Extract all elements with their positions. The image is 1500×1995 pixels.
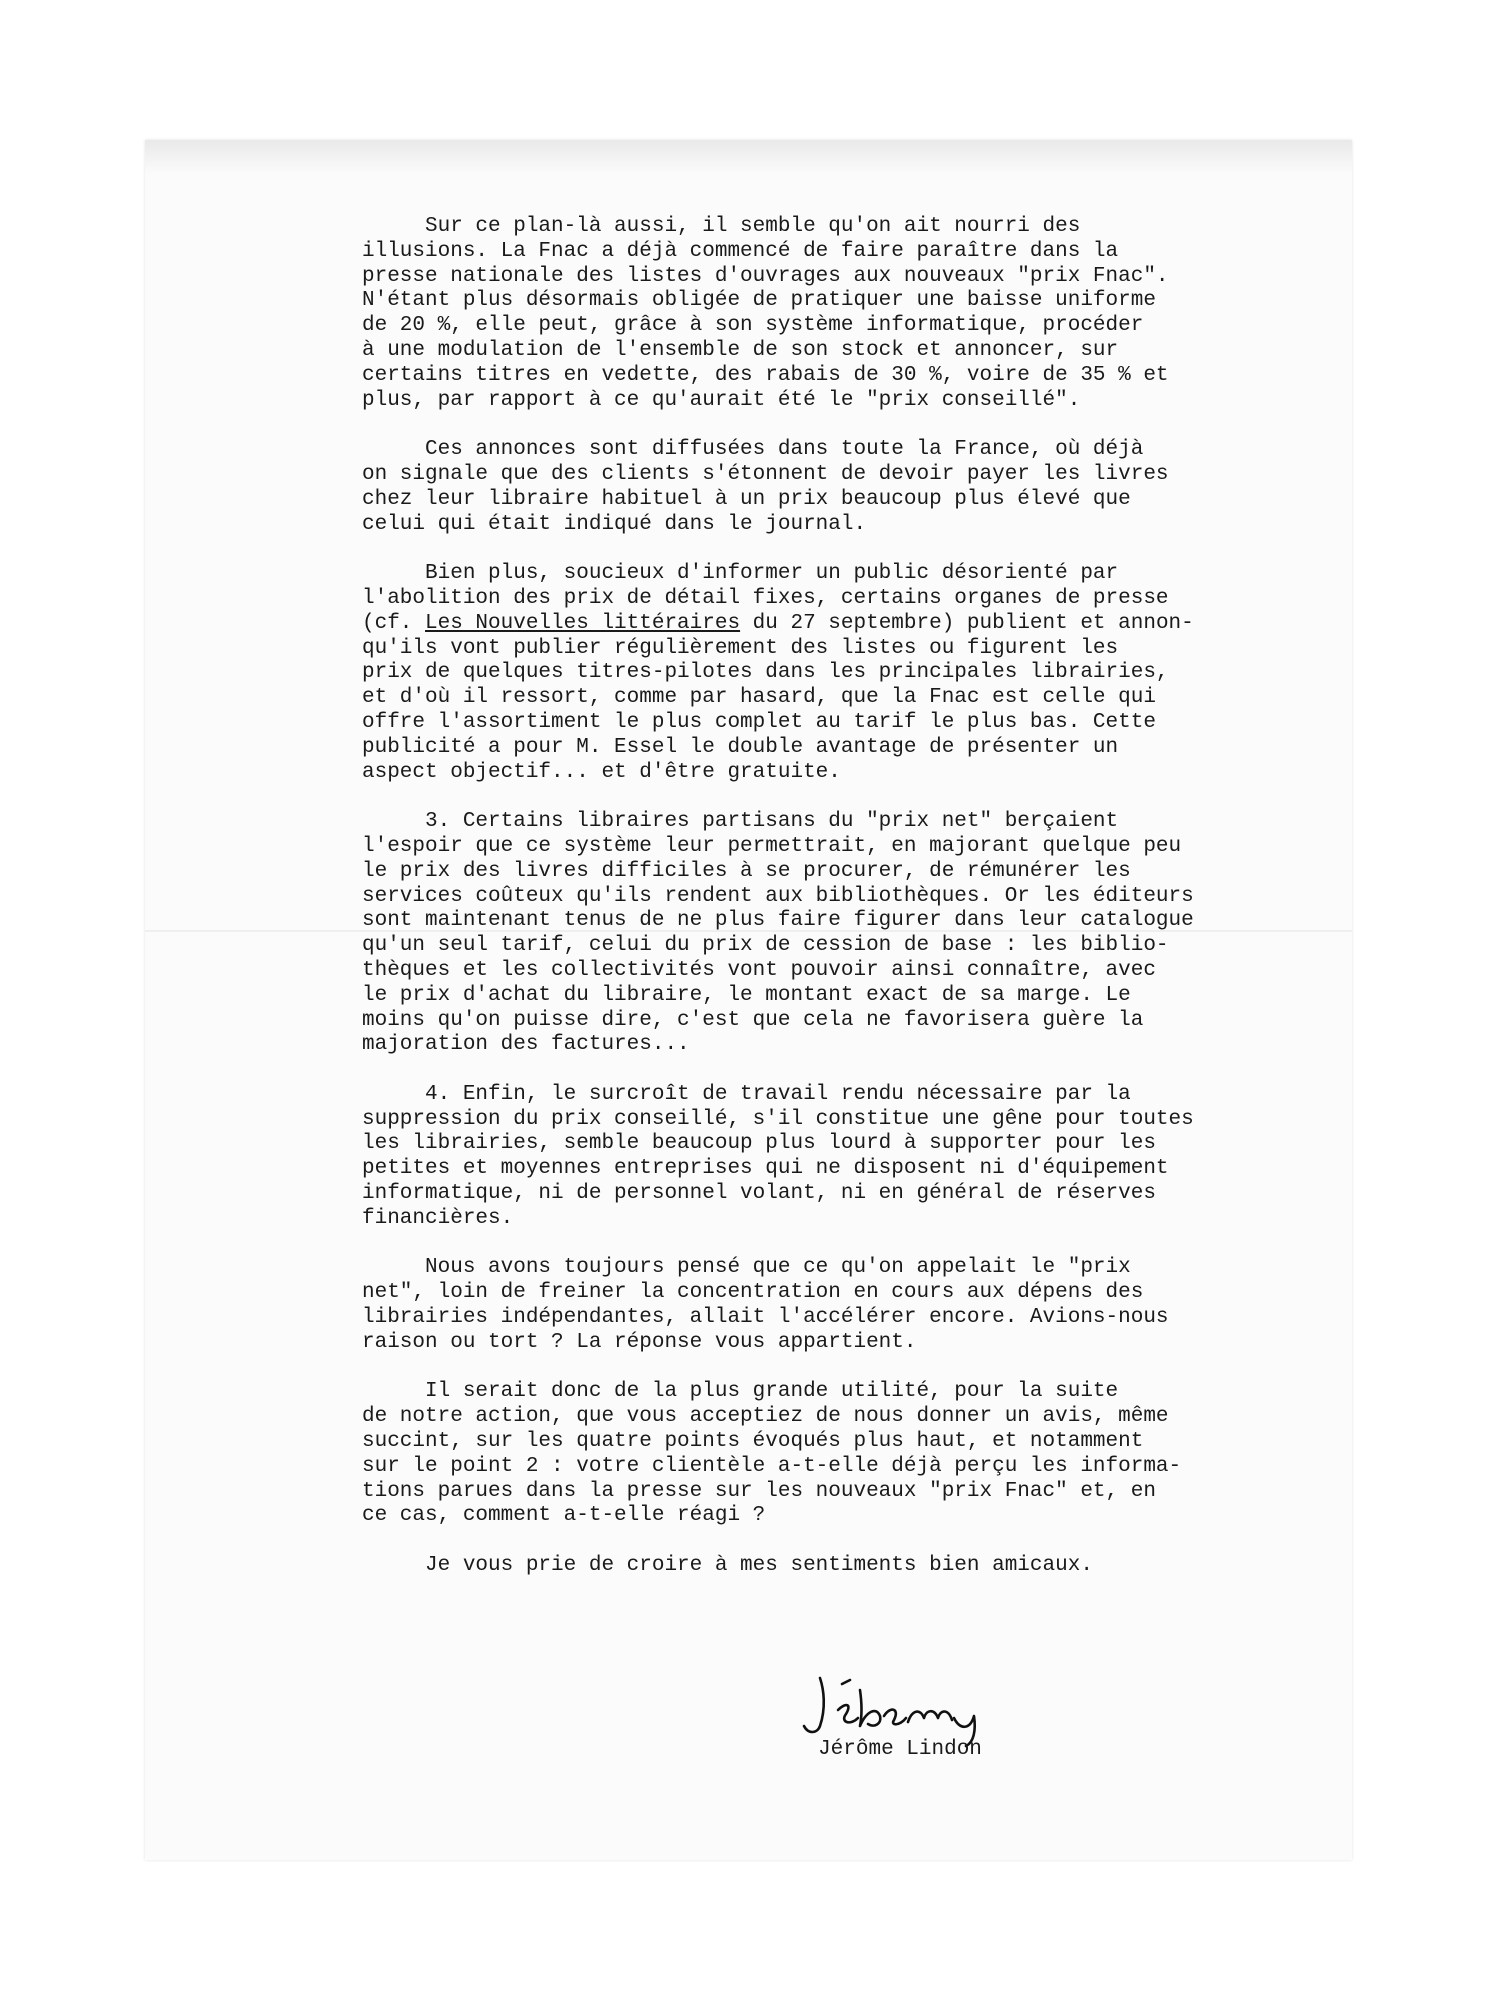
text-fragment: du 27 septembre) publient et annon- (740, 611, 1194, 635)
text-line: petites et moyennes entreprises qui ne disposent ni d'équipement (362, 1157, 1169, 1181)
text-line: services coûteux qu'ils rendent aux bibliothèques. Or les éditeurs (362, 884, 1194, 908)
text-line: net", loin de freiner la concentration en cours aux dépens des (362, 1281, 1144, 1305)
text-line: certains titres en vedette, des rabais de 30 %, voire de 35 % et (362, 363, 1169, 387)
text-line: l'espoir que ce système leur permettrait, en majorant quelque peu (362, 834, 1182, 858)
text-line: moins qu'on puisse dire, c'est que cela ne favorisera guère la (362, 1008, 1144, 1032)
text-line: N'étant plus désormais obligée de pratiquer une baisse uniforme (362, 289, 1156, 313)
text-line: qu'ils vont publier régulièrement des listes ou figurent les (362, 636, 1119, 660)
text-line: de notre action, que vous acceptiez de nous donner un avis, même (362, 1405, 1169, 1429)
text-line: à une modulation de l'ensemble de son stock et annoncer, sur (362, 338, 1119, 362)
text-line: raison ou tort ? La réponse vous appartient. (362, 1330, 917, 1354)
paragraph-prix-net (362, 1256, 1342, 1355)
text-line-with-title (362, 612, 1342, 637)
text-line: le prix des livres difficiles à se procurer, de rémunérer les (362, 859, 1131, 883)
text-line: Ces annonces sont diffusées dans toute la France, où déjà (362, 438, 1144, 462)
text-line: illusions. La Fnac a déjà commencé de faire paraître dans la (362, 239, 1119, 263)
paragraph-fnac-illusions (362, 215, 1342, 413)
text-line: les librairies, semble beaucoup plus lourd à supporter pour les (362, 1132, 1156, 1156)
paragraph-press-organs (362, 562, 1342, 785)
text-line: sont maintenant tenus de ne plus faire figurer dans leur catalogue (362, 909, 1194, 933)
text-line: de 20 %, elle peut, grâce à son système informatique, procéder (362, 314, 1144, 338)
text-line: offre l'assortiment le plus complet au tarif le plus bas. Cette (362, 710, 1156, 734)
paragraph-point-3 (362, 810, 1342, 1058)
paragraph-announcements (362, 438, 1342, 537)
paragraph-point-4 (362, 1083, 1342, 1232)
text-line: plus, par rapport à ce qu'aurait été le "prix conseillé". (362, 388, 1081, 412)
text-line: tions parues dans la presse sur les nouveaux "prix Fnac" et, en (362, 1479, 1156, 1503)
text-line: Il serait donc de la plus grande utilité, pour la suite (362, 1380, 1119, 1404)
text-line: presse nationale des listes d'ouvrages aux nouveaux "prix Fnac". (362, 264, 1169, 288)
closing-salutation: Je vous prie de croire à mes sentiments bien amicaux. (362, 1554, 1093, 1578)
text-line: qu'un seul tarif, celui du prix de cession de base : les biblio- (362, 934, 1169, 958)
signer-name: Jérôme Lindon (818, 1738, 982, 1761)
text-fragment: (cf. (362, 611, 426, 635)
text-line: 4. Enfin, le surcroît de travail rendu nécessaire par la (362, 1082, 1131, 1106)
text-line: suppression du prix conseillé, s'il constitue une gêne pour toutes (362, 1107, 1194, 1131)
letter-body (362, 215, 1342, 1579)
text-line: sur le point 2 : votre clientèle a-t-elle déjà perçu les informa- (362, 1454, 1182, 1478)
paragraph-request-opinion (362, 1380, 1342, 1529)
signature-block (780, 1660, 1020, 1761)
text-line: aspect objectif... et d'être gratuite. (362, 760, 841, 784)
text-line: informatique, ni de personnel volant, ni en général de réserves (362, 1182, 1156, 1206)
text-line: majoration des factures... (362, 1033, 690, 1057)
underlined-publication-title: Les Nouvelles littéraires (425, 611, 741, 635)
text-line: et d'où il ressort, comme par hasard, que la Fnac est celle qui (362, 686, 1156, 710)
text-line: ce cas, comment a-t-elle réagi ? (362, 1504, 766, 1528)
text-line: financières. (362, 1206, 514, 1230)
text-line: le prix d'achat du libraire, le montant exact de sa marge. Le (362, 983, 1131, 1007)
text-line: Bien plus, soucieux d'informer un public désorienté par (362, 562, 1119, 586)
text-line: celui qui était indiqué dans le journal. (362, 512, 867, 536)
handwritten-signature (790, 1660, 1010, 1750)
text-line: thèques et les collectivités vont pouvoir ainsi connaître, avec (362, 958, 1156, 982)
text-line: on signale que des clients s'étonnent de devoir payer les livres (362, 462, 1169, 486)
text-line: 3. Certains libraires partisans du "prix net" berçaient (362, 810, 1119, 834)
text-line: librairies indépendantes, allait l'accélérer encore. Avions-nous (362, 1306, 1169, 1330)
text-line: prix de quelques titres-pilotes dans les principales librairies, (362, 661, 1169, 685)
text-line: succint, sur les quatre points évoqués plus haut, et notamment (362, 1430, 1144, 1454)
text-line: chez leur libraire habituel à un prix beaucoup plus élevé que (362, 487, 1131, 511)
text-line: Sur ce plan-là aussi, il semble qu'on ait nourri des (362, 215, 1081, 238)
text-line: Nous avons toujours pensé que ce qu'on appelait le "prix (362, 1256, 1131, 1280)
text-line: l'abolition des prix de détail fixes, certains organes de presse (362, 586, 1169, 610)
text-line: publicité a pour M. Essel le double avantage de présenter un (362, 735, 1119, 759)
